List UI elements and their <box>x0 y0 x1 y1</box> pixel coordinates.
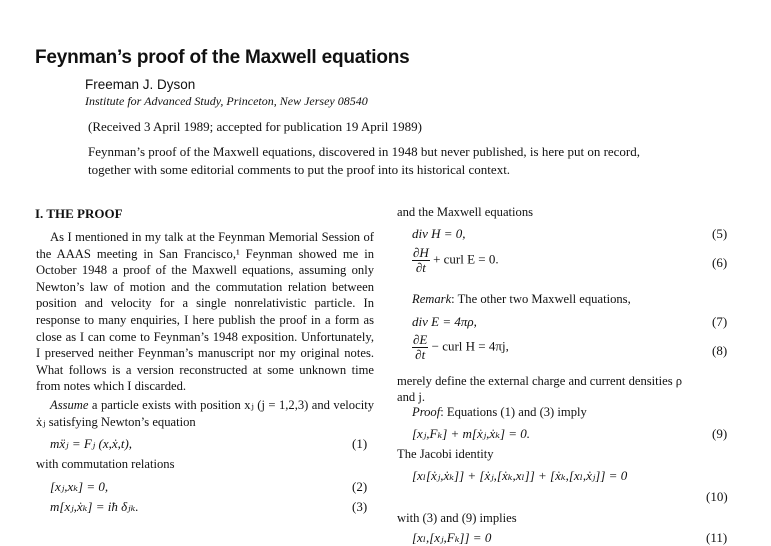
equation-9-number: (9) <box>712 426 728 441</box>
equation-7-number: (7) <box>712 314 728 329</box>
author-name: Freeman J. Dyson <box>85 77 196 92</box>
equation-2: [xⱼ,xₖ] = 0, <box>50 479 109 494</box>
equation-8-number: (8) <box>712 343 728 358</box>
maxwell-intro: and the Maxwell equations <box>397 205 534 219</box>
equation-2-number: (2) <box>352 479 368 494</box>
fraction-dE-dt: $\frac{\partial E}{\partial t}$ <box>413 332 428 362</box>
equation-10: [xₗ[ẋⱼ,ẋₖ]] + [ẋⱼ,[ẋₖ,xₗ]] + [ẋₖ,[xₗ,ẋⱼ]] = 0 <box>412 468 628 483</box>
fraction-dH-dt: $\frac{\partial H}{\partial t}$ <box>413 245 429 275</box>
equation-1: mẍⱼ = Fⱼ (x,ẋ,t), <box>50 436 133 451</box>
equation-7: div E = 4πρ, <box>412 314 477 329</box>
assume-rest: a particle exists with position xⱼ (j = 1,2,3) and velocity ẋⱼ satisfying Newton’s equation <box>36 398 374 429</box>
equation-3-number: (3) <box>352 499 368 514</box>
and-j-text: and j. <box>397 390 425 404</box>
equation-6-number: (6) <box>712 255 728 270</box>
equation-3: m[xⱼ,ẋₖ] = iħ δⱼₖ. <box>50 499 139 514</box>
assume-word: Assume <box>50 398 89 412</box>
equation-11: [xₗ,[xⱼ,Fₖ]] = 0 <box>412 530 492 545</box>
equation-11-number: (11) <box>706 530 728 545</box>
proof: Proof: Equations (1) and (3) imply <box>412 405 587 419</box>
paragraph-intro: As I mentioned in my talk at the Feynman Memorial Session of the AAAS meeting in San Francisco,¹ Feynman showed me in October 1948 a proof of the Maxwell equations, assuming only Newton’s law of motion and the commutation relation between position and velocity for a single nonrelativistic particle. In response to many enquiries, I here publish the proof in a form as close as I can come to Feynman’s 1948 exposition. Unfortunately, I preserved neither Feynman’s manuscript nor my original notes. What follows is a version reconstructed at some unknown time from notes which I discarded. <box>36 230 374 394</box>
merely-text: merely define the external charge and current densities ρ <box>397 374 683 388</box>
equation-5-number: (5) <box>712 226 728 241</box>
equation-6: $\frac{\partial H}{\partial t}$ + curl E = 0. <box>413 245 499 275</box>
commutation-text: with commutation relations <box>36 457 175 471</box>
equation-1-number: (1) <box>352 436 368 451</box>
with-3-9-text: with (3) and (9) implies <box>397 511 517 525</box>
section-heading: I. THE PROOF <box>35 206 123 221</box>
paper-title: Feynman’s proof of the Maxwell equations <box>35 47 410 68</box>
paragraph-assume <box>36 397 374 430</box>
abstract: Feynman’s proof of the Maxwell equations, discovered in 1948 but never published, is here put on record, together with some editorial comments to put the proof into its historical context. <box>88 144 641 177</box>
jacobi-text: The Jacobi identity <box>397 447 494 461</box>
received-dates: (Received 3 April 1989; accepted for publication 19 April 1989) <box>88 119 422 134</box>
affiliation: Institute for Advanced Study, Princeton, New Jersey 08540 <box>85 94 368 108</box>
equation-9: [xⱼ,Fₖ] + m[ẋⱼ,ẋₖ] = 0. <box>412 426 531 441</box>
equation-10-number: (10) <box>706 489 728 504</box>
equation-5: div H = 0, <box>412 226 466 241</box>
remark: Remark: The other two Maxwell equations, <box>412 292 631 306</box>
equation-8: $\frac{\partial E}{\partial t}$ − curl H = 4πj, <box>413 332 509 362</box>
